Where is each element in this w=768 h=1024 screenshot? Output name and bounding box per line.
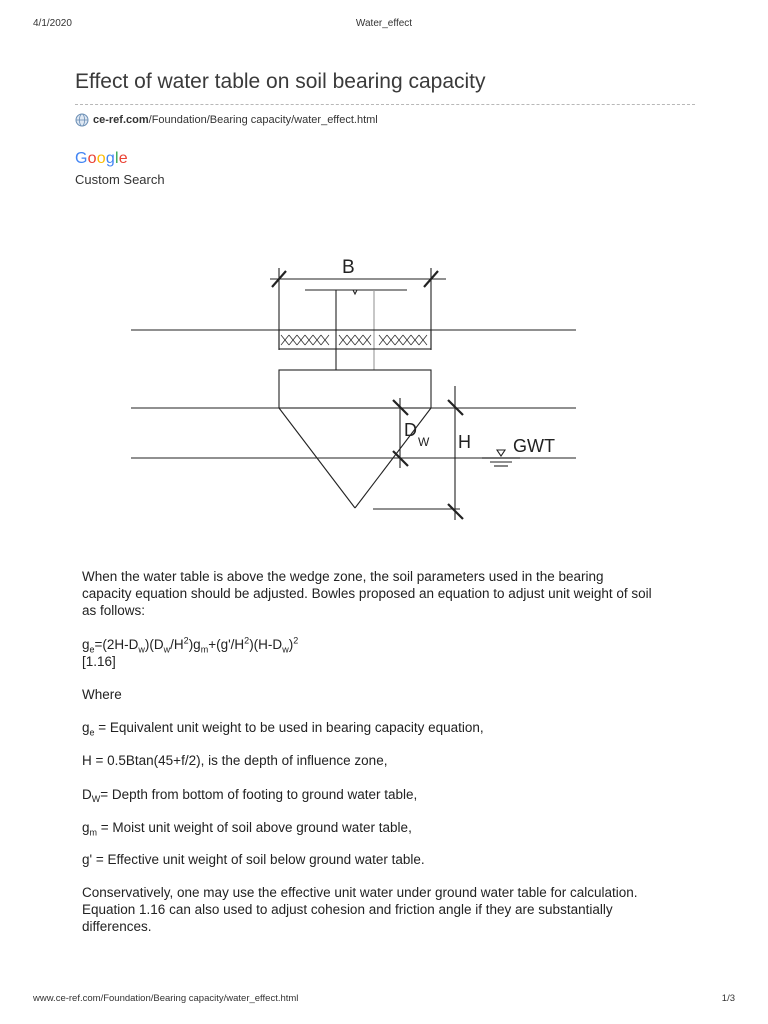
print-title: Water_effect [355, 18, 413, 29]
globe-icon [75, 113, 89, 127]
source-link[interactable] [75, 113, 378, 127]
custom-search-label[interactable]: Custom Search [75, 172, 165, 187]
label-w: W [418, 435, 430, 449]
footer-page-number: 1/3 [721, 993, 735, 1004]
google-logo-letter: G [75, 150, 88, 167]
google-logo-letter: o [87, 150, 97, 167]
source-domain: ce-ref.com [93, 114, 149, 126]
definition-dw: $D_W=$ Depth from bottom of footing to ground water table, [82, 787, 418, 804]
intro-paragraph: When the water table is above the wedge zone, the soil parameters used in the bearing capacity equation should be adjusted. Bowles proposed an equation to adjust unit weight of soil as follows: [82, 569, 652, 618]
page-title: Effect of water table on soil bearing capacity [75, 70, 486, 93]
conclusion-paragraph: Conservatively, one may use the effective unit water under ground water table for calculation. Equation 1.16 can also used to adjust cohesion and friction angle if they are substantially differences. [82, 885, 638, 934]
source-path: /Foundation/Bearing capacity/water_effect.html [148, 114, 378, 126]
label-h: H [458, 432, 471, 452]
google-logo-letter: l [114, 150, 119, 167]
label-d: D [404, 420, 417, 440]
google-logo-letter: g [105, 150, 115, 167]
label-gwt: GWT [513, 436, 555, 456]
footing-diagram [0, 240, 768, 540]
label-b: B [342, 257, 355, 278]
footer-url: www.ce-ref.com/Foundation/Bearing capacity/water_effect.html [33, 993, 299, 1004]
definition-h: H = 0.5Btan(45+f/2), is the depth of influence zone, [82, 753, 388, 768]
where-label: Where [82, 687, 122, 702]
equation: $g_e=(2H-D_w)(D_w/H^2)g_m+(g'/H^2)(H-D_w)^2$ [82, 635, 299, 655]
definition-gm: $g_m$ = Moist unit weight of soil above ground water table, [82, 820, 412, 838]
google-logo-letter: e [118, 150, 128, 167]
title-divider [75, 104, 695, 105]
definition-gprime: g' = Effective unit weight of soil below ground water table. [82, 852, 425, 867]
definition-ge: $g_e$ = Equivalent unit weight to be used in bearing capacity equation, [82, 720, 484, 738]
google-logo-letter: o [96, 150, 106, 167]
print-date: 4/1/2020 [33, 18, 72, 29]
google-logo [75, 150, 128, 168]
equation-ref: [1.16] [82, 654, 116, 669]
